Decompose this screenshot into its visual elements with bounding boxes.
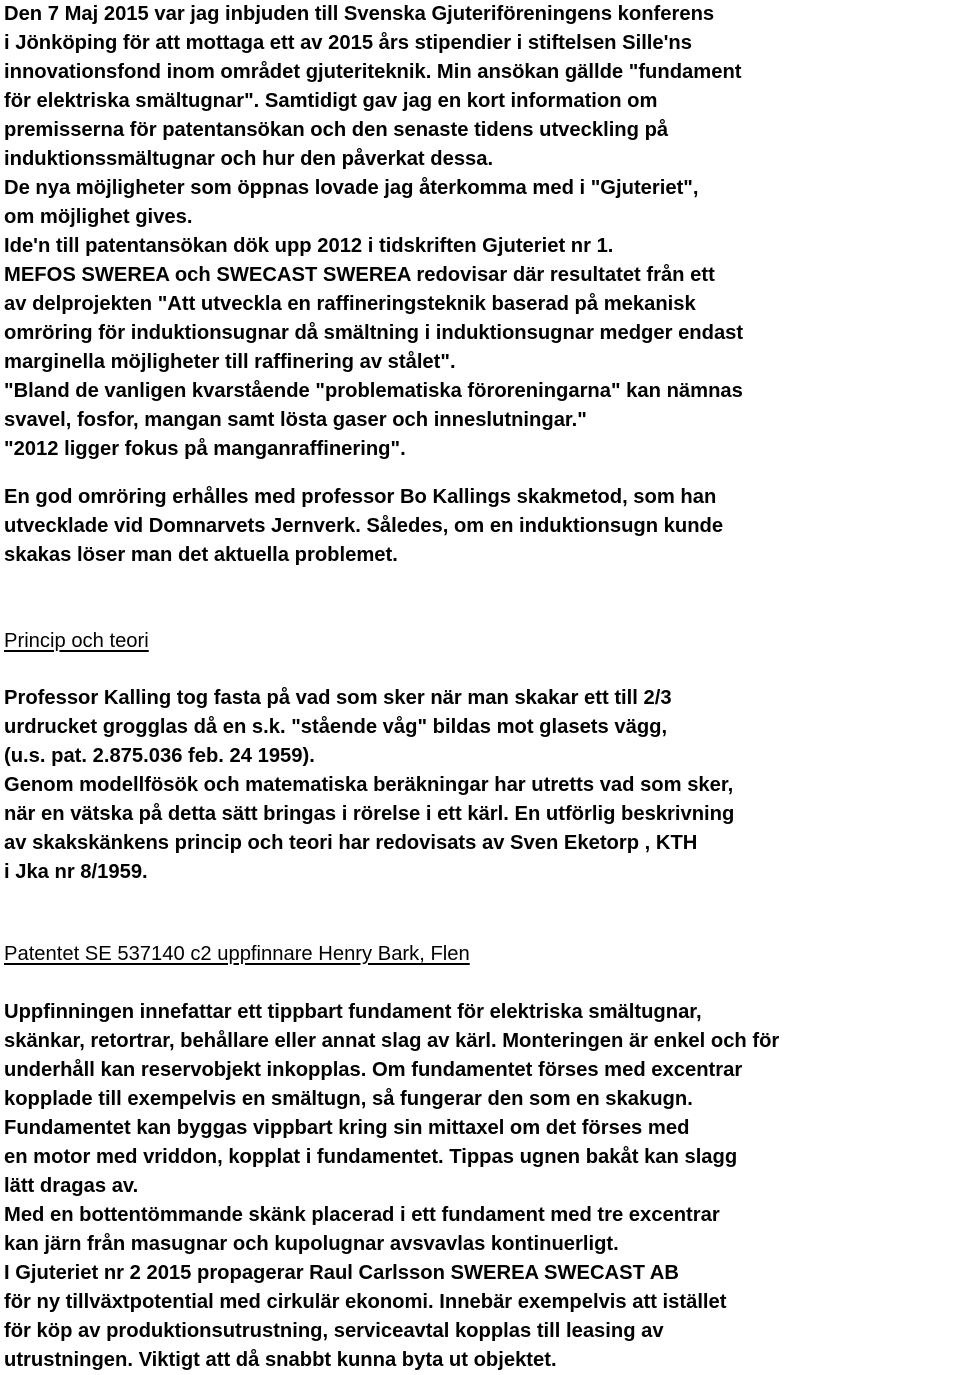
paragraph-intro-line: innovationsfond inom området gjuteriteknik. Min ansökan gällde "fundament [4,61,742,83]
paragraph-patent-line: en motor med vriddon, kopplat i fundamentet. Tippas ugnen bakåt kan slagg [4,1146,738,1168]
paragraph-patent-line: kopplade till exempelvis en smältugn, så fungerar den som en skakugn. [4,1088,693,1110]
paragraph-intro-line: MEFOS SWEREA och SWECAST SWEREA redovisar där resultatet från ett [4,264,715,286]
paragraph-intro-line: svavel, fosfor, mangan samt lösta gaser och inneslutningar." [4,409,587,431]
section-heading-princip: Princip och teori [4,630,149,652]
paragraph-princip-line: i Jka nr 8/1959. [4,861,148,883]
paragraph-intro-line: De nya möjligheter som öppnas lovade jag återkomma med i "Gjuteriet", [4,177,699,199]
section-heading-patent: Patentet SE 537140 c2 uppfinnare Henry Bark, Flen [4,943,470,965]
paragraph-patent-line: kan järn från masugnar och kupolugnar avsvavlas kontinuerligt. [4,1233,619,1255]
paragraph-intro-line: för elektriska smältugnar". Samtidigt gav jag en kort information om [4,90,658,112]
paragraph-intro-line: marginella möjligheter till raffinering av stålet". [4,351,456,373]
paragraph-patent-line: skänkar, retortrar, behållare eller annat slag av kärl. Monteringen är enkel och för [4,1030,780,1052]
paragraph-intro-line: i Jönköping för att mottaga ett av 2015 års stipendier i stiftelsen Sille'ns [4,32,692,54]
paragraph-patent-line: underhåll kan reservobjekt inkopplas. Om fundamentet förses med excentrar [4,1059,743,1081]
paragraph-patent-line: Fundamentet kan byggas vippbart kring sin mittaxel om det förses med [4,1117,690,1139]
paragraph-patent-line: utrustningen. Viktigt att då snabbt kunna byta ut objektet. [4,1349,557,1371]
paragraph-intro-line: "Bland de vanligen kvarstående "problematiska föroreningarna" kan nämnas [4,380,743,402]
paragraph-princip-line: när en vätska på detta sätt bringas i rörelse i ett kärl. En utförlig beskrivning [4,803,735,825]
paragraph-intro-line: Den 7 Maj 2015 var jag inbjuden till Svenska Gjuteriföreningens konferens [4,3,715,25]
paragraph-patent-line: för köp av produktionsutrustning, serviceavtal kopplas till leasing av [4,1320,664,1342]
paragraph-kalling-line: skakas löser man det aktuella problemet. [4,544,398,566]
paragraph-princip-line: (u.s. pat. 2.875.036 feb. 24 1959). [4,745,315,767]
paragraph-intro-line: induktionssmältugnar och hur den påverkat dessa. [4,148,494,170]
paragraph-intro-line: Ide'n till patentansökan dök upp 2012 i tidskriften Gjuteriet nr 1. [4,235,614,257]
paragraph-princip-line: urdrucket grogglas då en s.k. "stående våg" bildas mot glasets vägg, [4,716,668,738]
paragraph-kalling-line: utvecklade vid Domnarvets Jernverk. Således, om en induktionsugn kunde [4,515,724,537]
paragraph-patent-line: I Gjuteriet nr 2 2015 propagerar Raul Carlsson SWEREA SWECAST AB [4,1262,679,1284]
paragraph-princip-line: Genom modellfösök och matematiska beräkningar har utretts vad som sker, [4,774,734,796]
paragraph-intro-line: "2012 ligger fokus på manganraffinering". [4,438,406,460]
paragraph-princip-line: Professor Kalling tog fasta på vad som sker när man skakar ett till 2/3 [4,687,672,709]
paragraph-patent-line: Med en bottentömmande skänk placerad i ett fundament med tre excentrar [4,1204,720,1226]
paragraph-intro-line: av delprojekten "Att utveckla en raffineringsteknik baserad på mekanisk [4,293,696,315]
paragraph-intro-line: om möjlighet gives. [4,206,193,228]
paragraph-intro-line: premisserna för patentansökan och den senaste tidens utveckling på [4,119,669,141]
paragraph-patent-line: för ny tillväxtpotential med cirkulär ekonomi. Innebär exempelvis att istället [4,1291,727,1313]
paragraph-intro-line: omröring för induktionsugnar då smältning i induktionsugnar medger endast [4,322,744,344]
paragraph-patent-line: lätt dragas av. [4,1175,139,1197]
paragraph-princip-line: av skakskänkens princip och teori har redovisats av Sven Eketorp , KTH [4,832,698,854]
paragraph-patent-line: Uppfinningen innefattar ett tippbart fundament för elektriska smältugnar, [4,1001,702,1023]
paragraph-kalling-line: En god omröring erhålles med professor Bo Kallings skakmetod, som han [4,486,717,508]
